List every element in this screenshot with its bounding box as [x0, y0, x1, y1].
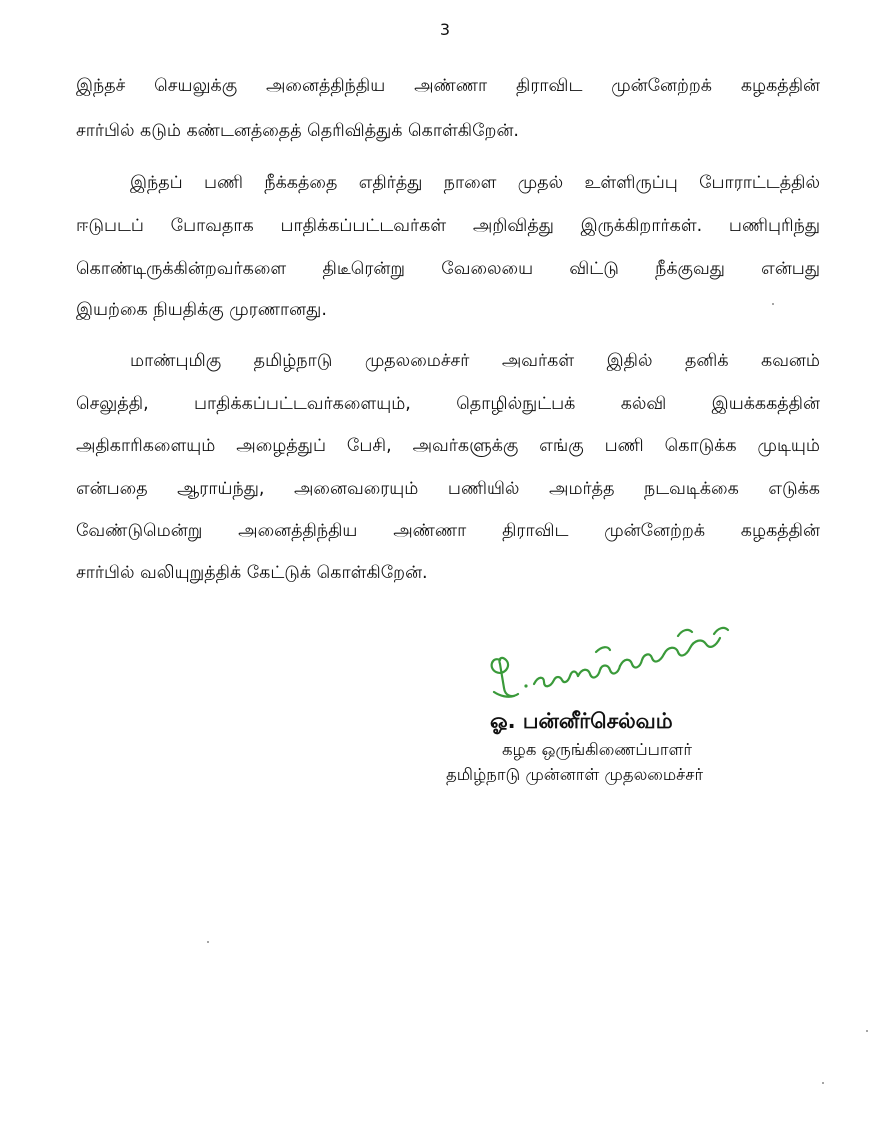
handwritten-signature — [478, 606, 748, 710]
paragraph-line: வேண்டுமென்று அனைத்திந்திய அண்ணா திராவிட முன்னேற்றக் கழகத்தின் — [76, 521, 820, 541]
paragraph-line: கொண்டிருக்கின்றவர்களை திடீரென்று வேலையை விட்டு நீக்குவது என்பது — [76, 259, 820, 279]
paragraph-line: சார்பில் வலியுறுத்திக் கேட்டுக் கொள்கிறேன். — [76, 563, 428, 583]
paragraph-line: செலுத்தி, பாதிக்கப்பட்டவர்களையும், தொழில்நுட்பக் கல்வி இயக்ககத்தின் — [76, 394, 820, 414]
paragraph-line: மாண்புமிகு தமிழ்நாடு முதலமைச்சர் அவர்கள் இதில் தனிக் கவனம் — [130, 351, 820, 371]
signatory-name: ஓ. பன்னீர்செல்வம் — [490, 709, 673, 733]
scan-speck — [866, 1030, 868, 1032]
paragraph-line: சார்பில் கடும் கண்டனத்தைத் தெரிவித்துக் கொள்கிறேன். — [76, 121, 519, 141]
scan-speck — [772, 303, 774, 305]
paragraph-line: இந்தச் செயலுக்கு அனைத்திந்திய அண்ணா திராவிட முன்னேற்றக் கழகத்தின் — [76, 76, 820, 96]
paragraph-line: என்பதை ஆராய்ந்து, அனைவரையும் பணியில் அமர்த்த நடவடிக்கை எடுக்க — [76, 479, 820, 499]
scan-speck — [822, 1082, 824, 1084]
scan-speck — [207, 941, 209, 943]
paragraph-line: அதிகாரிகளையும் அழைத்துப் பேசி, அவர்களுக்கு எங்கு பணி கொடுக்க முடியும் — [76, 436, 820, 456]
paragraph-line: இந்தப் பணி நீக்கத்தை எதிர்த்து நாளை முதல் உள்ளிருப்பு போராட்டத்தில் — [130, 173, 820, 193]
paragraph-line: ஈடுபடப் போவதாக பாதிக்கப்பட்டவர்கள் அறிவித்து இருக்கிறார்கள். பணிபுரிந்து — [76, 216, 820, 236]
page-number: 3 — [439, 20, 451, 39]
signatory-designation: கழக ஒருங்கிணைப்பாளர் — [502, 740, 693, 759]
signatory-former-post: தமிழ்நாடு முன்னாள் முதலமைச்சர் — [446, 765, 704, 784]
paragraph-line: இயற்கை நியதிக்கு முரணானது. — [76, 300, 327, 320]
